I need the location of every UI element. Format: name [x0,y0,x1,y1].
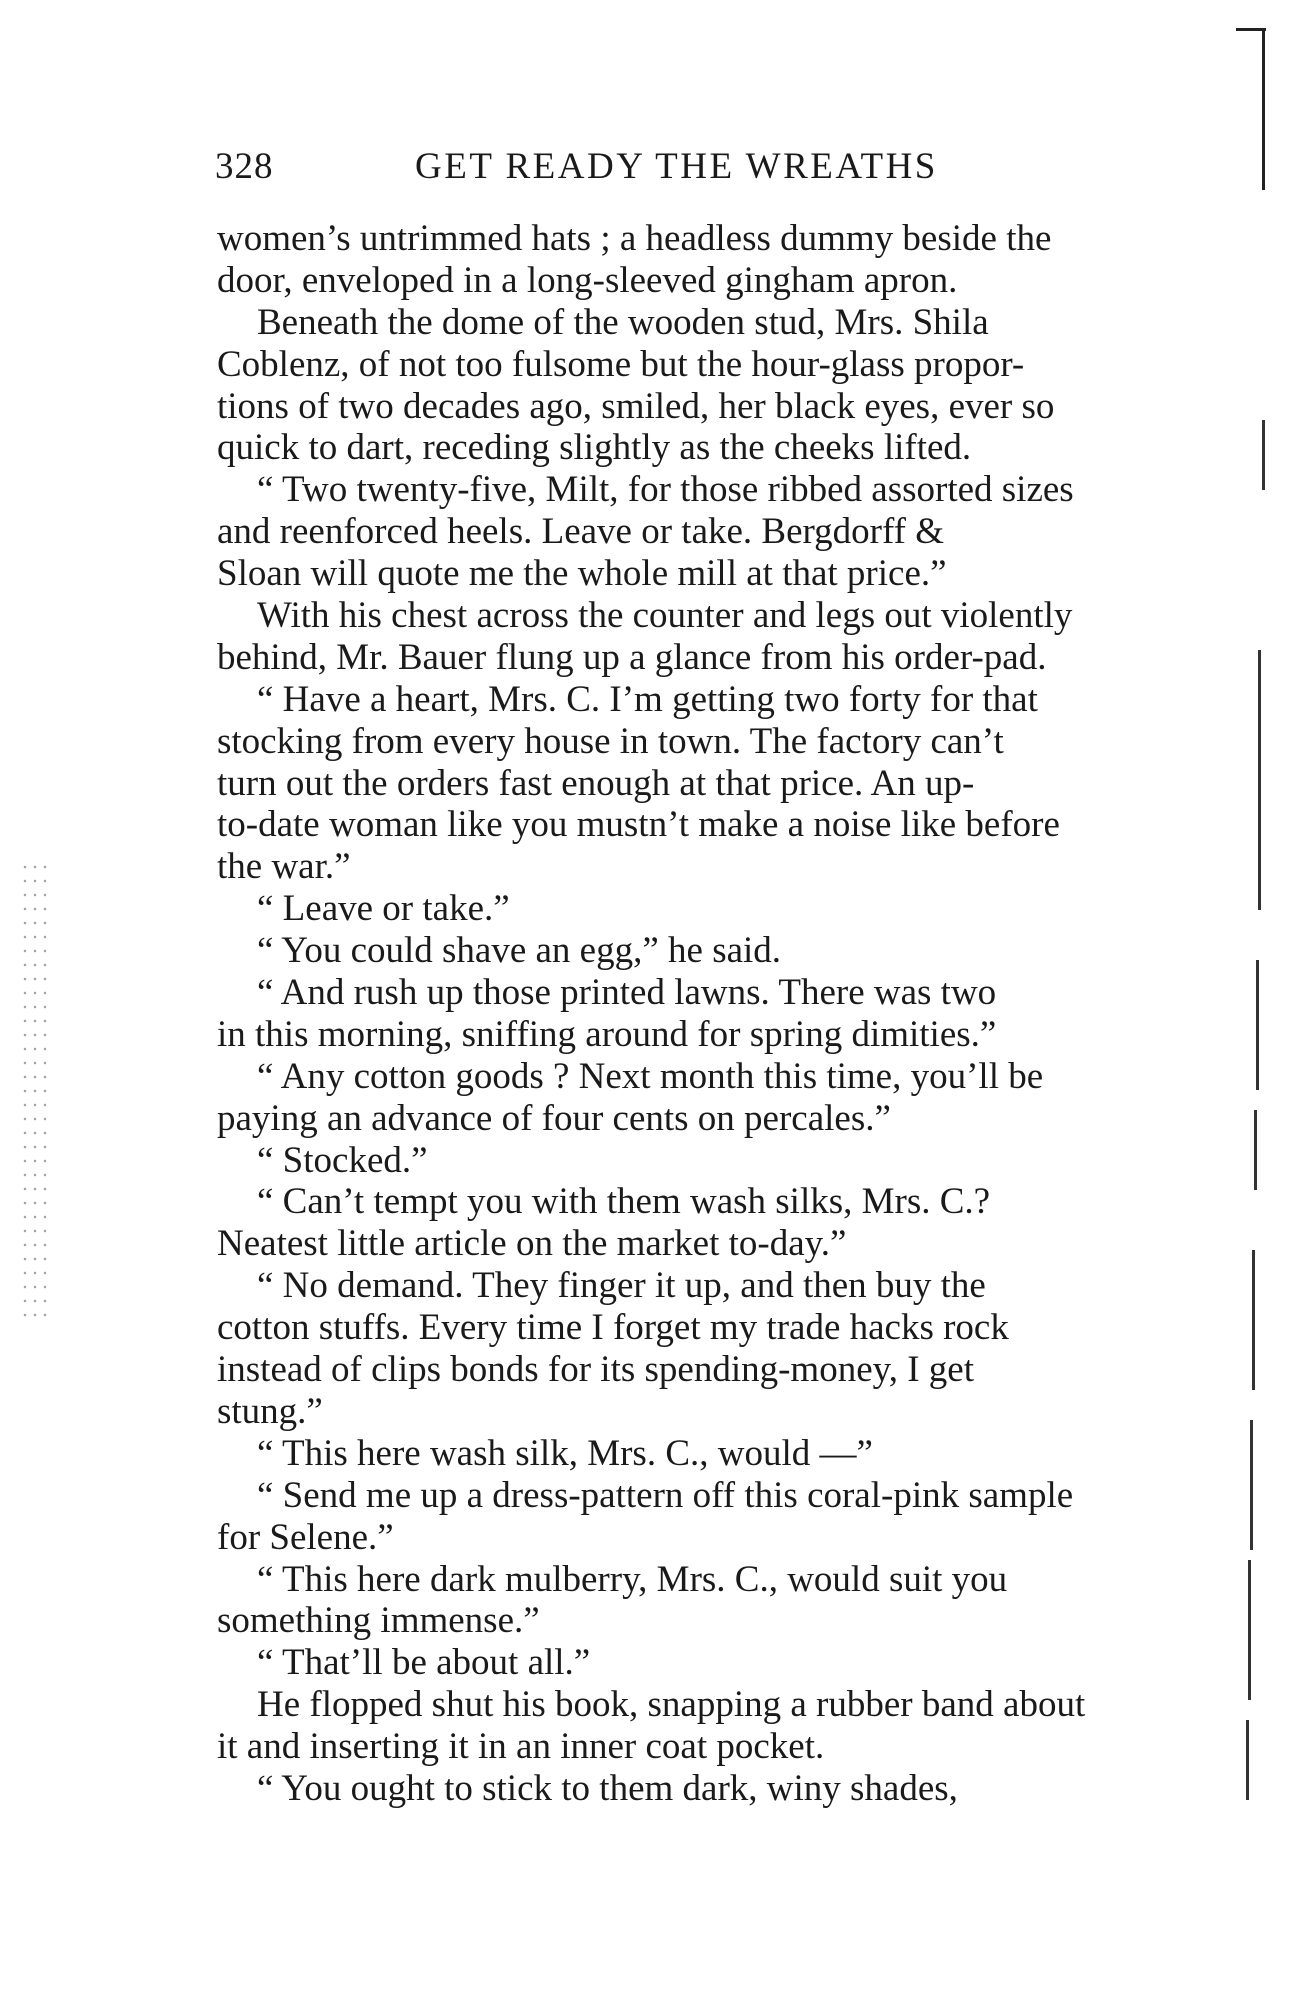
text-line: for Selene.” [217,1516,394,1558]
text-line: it and inserting it in an inner coat pocket. [217,1726,825,1768]
gutter-speckle [20,860,50,1320]
text-line: Neatest little article on the market to-day.” [217,1223,847,1265]
text-line: women’s untrimmed hats ; a headless dummy beside the [217,218,1052,259]
text-line: “ You could shave an egg,” he said. [257,930,782,972]
text-line: paying an advance of four cents on percales.” [217,1097,891,1139]
text-line: “ Have a heart, Mrs. C. I’m getting two forty for that [257,678,1038,720]
page-header [215,145,1055,195]
running-title: GET READY THE WREATHS [415,146,938,187]
text-line: turn out the orders fast enough at that price. An up- [217,762,975,804]
text-line: stocking from every house in town. The factory can’t [217,720,1004,762]
text-line: “ Send me up a dress-pattern off this coral-pink sample [257,1474,1074,1516]
page-number: 328 [215,146,274,187]
page-edge-line [1246,1720,1249,1800]
text-line: and reenforced heels. Leave or take. Bergdorff & [217,511,944,553]
text-line: “ This here dark mulberry, Mrs. C., would suit you [257,1558,1008,1600]
text-line: “ And rush up those printed lawns. There was two [257,972,997,1014]
page-edge-line [1256,960,1259,1090]
text-line: “ This here wash silk, Mrs. C., would —” [257,1432,873,1474]
text-line: “ Leave or take.” [257,888,510,930]
text-line: Coblenz, of not too fulsome but the hour-glass propor- [217,343,1025,385]
text-line: Sloan will quote me the whole mill at that price.” [217,553,947,595]
text-line: “ No demand. They finger it up, and then buy the [257,1265,986,1307]
text-line: “ You ought to stick to them dark, winy shades, [257,1767,958,1809]
text-line: With his chest across the counter and legs out violently [257,595,1073,637]
page-edge-line [1262,420,1265,490]
text-line: “ That’ll be about all.” [257,1642,591,1684]
text-line: to-date woman like you mustn’t make a noise like before [217,804,1060,846]
text-line: He flopped shut his book, snapping a rubber band about [257,1684,1086,1726]
text-line: “ Can’t tempt you with them wash silks, Mrs. C.? [257,1181,991,1223]
text-line: cotton stuffs. Every time I forget my trade hacks rock [217,1307,1009,1349]
text-line: instead of clips bonds for its spending-money, I get [217,1349,975,1391]
text-line: something immense.” [217,1600,540,1642]
page-edge-line [1254,1110,1257,1190]
page-edge-mark [1262,30,1265,190]
text-line: in this morning, sniffing around for spring dimities.” [217,1013,997,1055]
text-line: “ Two twenty-five, Milt, for those ribbed assorted sizes [257,469,1074,511]
body-text [217,218,1227,1810]
page-edge-line [1248,1560,1251,1700]
text-line: stung.” [217,1390,323,1432]
page-edge-line [1250,1420,1253,1550]
page-edge-line [1252,1250,1255,1390]
text-line: “ Stocked.” [257,1139,428,1181]
page-edge-line [1258,650,1261,910]
text-line: “ Any cotton goods ? Next month this time, you’ll be [257,1055,1044,1097]
text-line: tions of two decades ago, smiled, her black eyes, ever so [217,385,1055,427]
text-line: behind, Mr. Bauer flung up a glance from his order-pad. [217,636,1047,678]
text-line: quick to dart, receding slightly as the cheeks lifted. [217,427,972,469]
text-line: door, enveloped in a long-sleeved gingham apron. [217,259,958,301]
text-line: the war.” [217,846,351,888]
text-line: Beneath the dome of the wooden stud, Mrs. Shila [257,301,989,343]
